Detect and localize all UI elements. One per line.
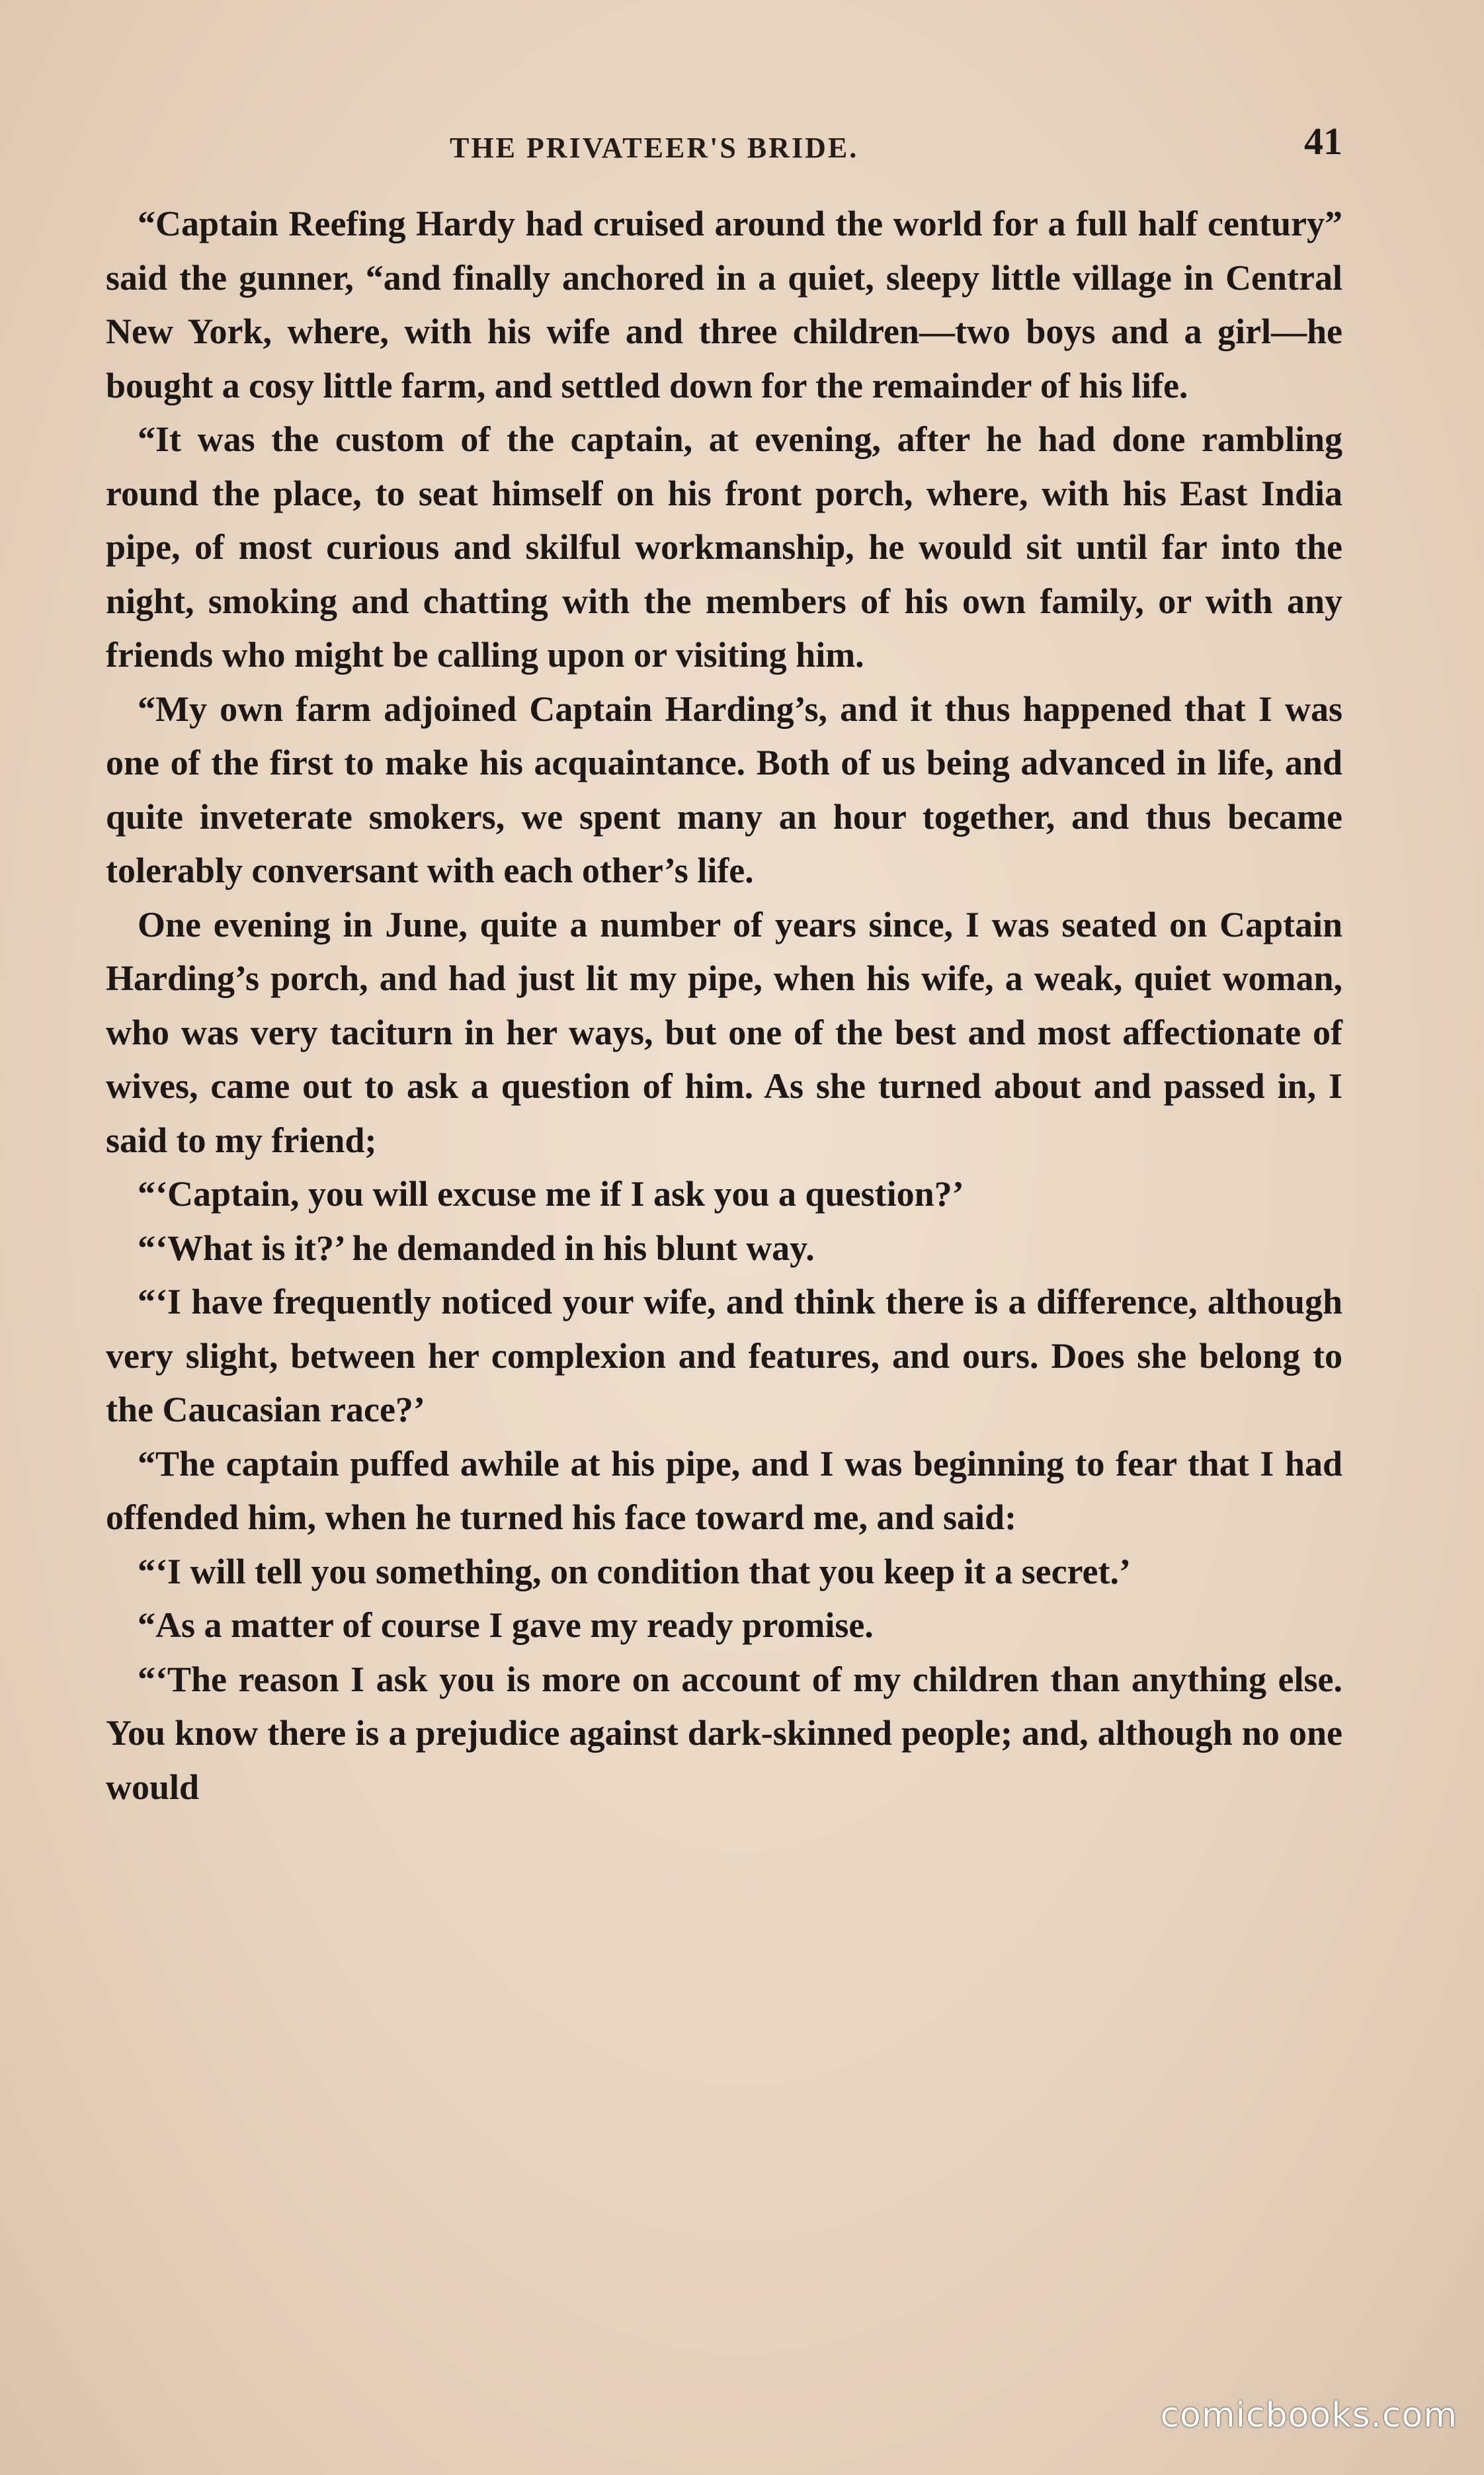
watermark: comicbooks.com: [1160, 2396, 1458, 2435]
paragraph: “My own farm adjoined Captain Harding’s, and it thus happened that I was one of the first to make his acquaintance. Both of us being advanced in life, and quite inveterate smokers, we spent many an hour together, and thus became tolerably conversant with each other’s life.: [106, 689, 1342, 890]
paragraph: “Captain Reefing Hardy had cruised around the world for a full half century” said the gunner, “and finally anchored in a quiet, sleepy little village in Central New York, where, with his wife and three children—two boys and a girl—he bought a cosy little farm, and settled down for the remainder of his life.: [106, 204, 1342, 405]
paragraph: “‘I have frequently noticed your wife, and think there is a difference, although very slight, between her complexion and features, and ours. Does she belong to the Caucasian race?’: [106, 1282, 1342, 1429]
page-header: [106, 119, 1342, 179]
paragraph: “‘Captain, you will excuse me if I ask you a question?’: [138, 1174, 964, 1214]
paragraph: One evening in June, quite a number of years since, I was seated on Captain Harding’s porch, and had just lit my pipe, when his wife, a weak, quiet woman, who was very taciturn in her ways, but one of the best and most affectionate of wives, came out to ask a question of him. As she turned about and passed in, I said to my friend;: [106, 904, 1342, 1160]
paragraph: “‘What is it?’ he demanded in his blunt way.: [138, 1228, 815, 1268]
paragraph: “‘The reason I ask you is more on account of my children than anything else. You know there is a prejudice against dark-skinned people; and, although no one would: [106, 1659, 1342, 1807]
paragraph: “As a matter of course I gave my ready promise.: [138, 1605, 874, 1645]
page-number: 41: [1304, 120, 1342, 163]
paragraph: “The captain puffed awhile at his pipe, and I was beginning to fear that I had offended him, when he turned his face toward me, and said:: [106, 1443, 1342, 1537]
body-text: [106, 197, 1342, 1814]
paragraph: “It was the custom of the captain, at evening, after he had done rambling round the place, to seat himself on his front porch, where, with his East India pipe, of most curious and skilful workmanship, he would sit until far into the night, smoking and chatting with the members of his own family, or with any friends who might be calling upon or visiting him.: [106, 419, 1342, 675]
running-title: THE PRIVATEER'S BRIDE.: [450, 132, 859, 164]
paragraph: “‘I will tell you something, on condition that you keep it a secret.’: [138, 1551, 1131, 1591]
